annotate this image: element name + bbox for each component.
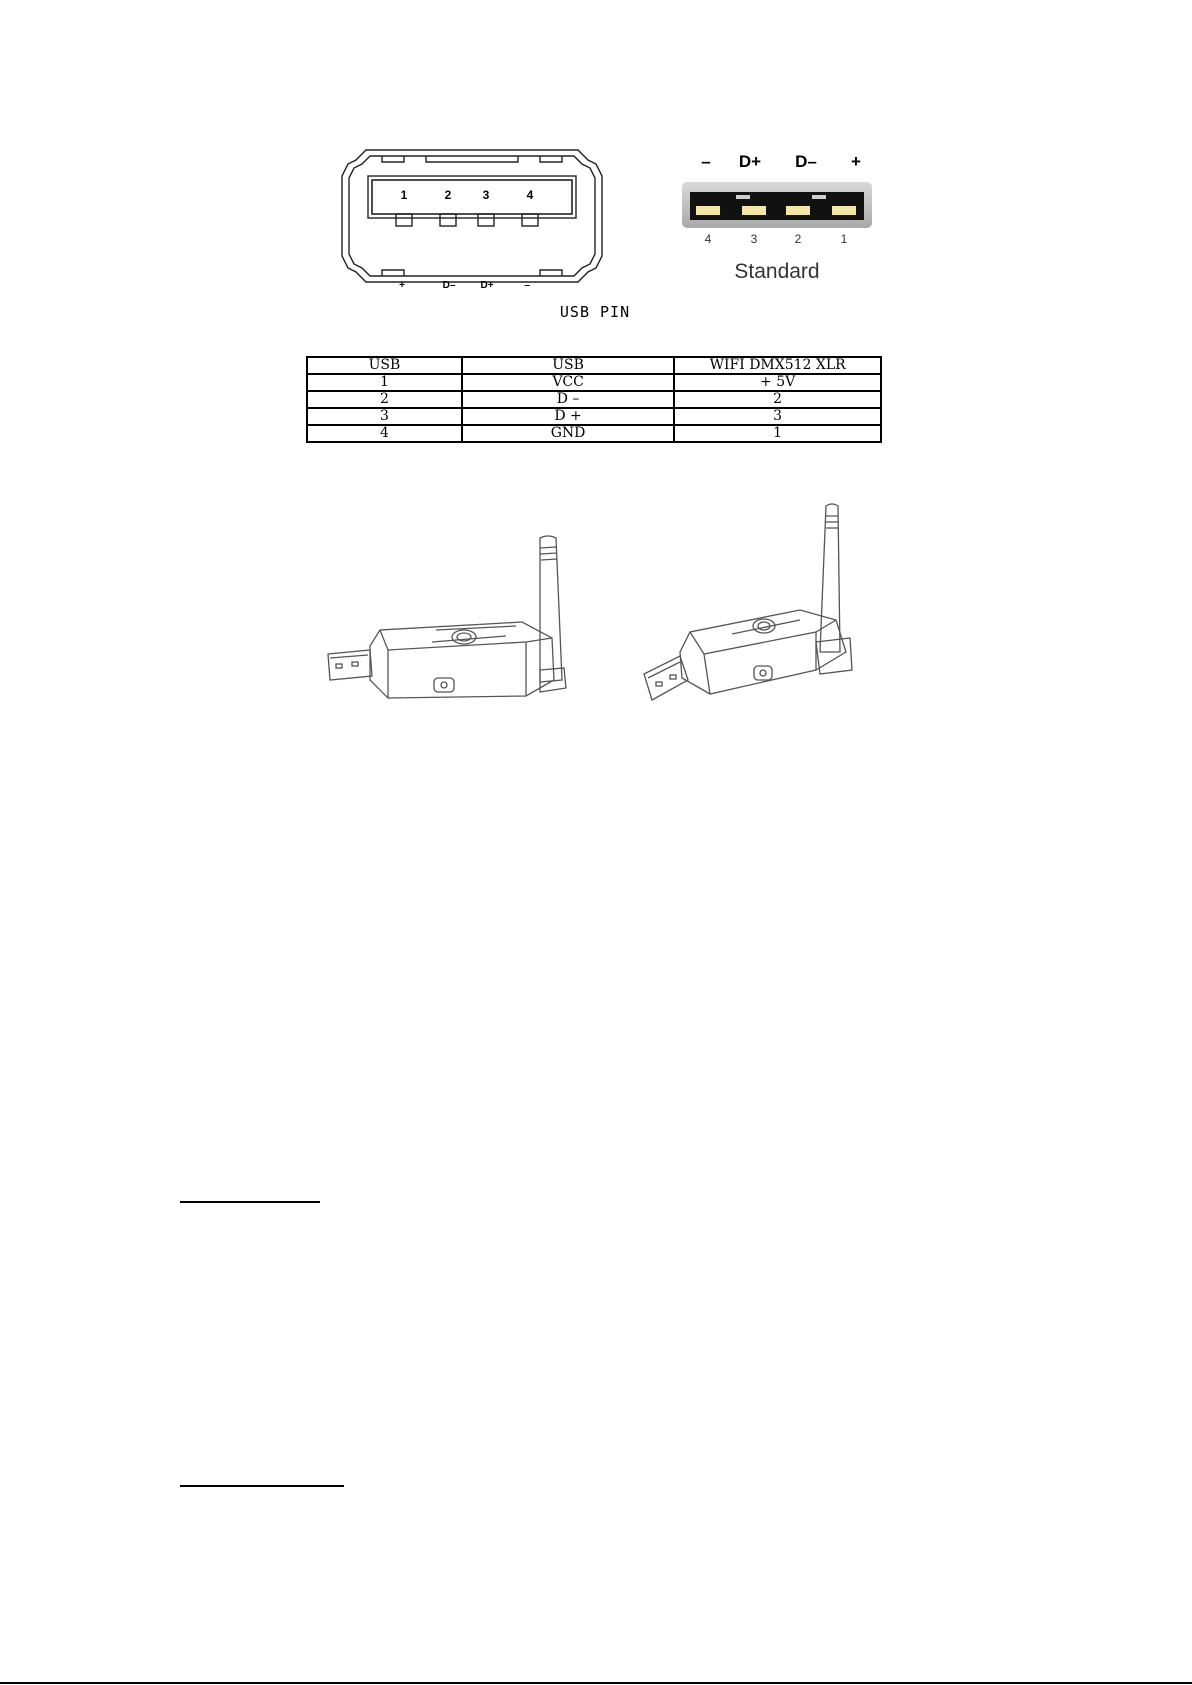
receptacle-signal-d-plus: D+ bbox=[480, 280, 494, 291]
usb-receptacle-diagram bbox=[336, 146, 608, 300]
table-cell: 1 bbox=[307, 374, 462, 391]
receptacle-signal-minus: – bbox=[524, 280, 530, 291]
table-cell: + 5V bbox=[674, 374, 881, 391]
plug-pin-number-4: 4 bbox=[704, 232, 712, 246]
table-cell: VCC bbox=[462, 374, 674, 391]
plug-pin-number-2: 2 bbox=[794, 232, 802, 246]
table-row bbox=[307, 391, 881, 408]
section-heading-underline bbox=[180, 1485, 344, 1487]
receptacle-pin-number-3: 3 bbox=[482, 188, 490, 202]
pin-mapping-table bbox=[306, 356, 882, 443]
plug-signal-plus: + bbox=[851, 152, 861, 171]
usb-plug-face-icon bbox=[682, 182, 904, 232]
usb-dongle-icon bbox=[640, 502, 900, 720]
table-cell: 2 bbox=[674, 391, 881, 408]
usb-receptacle-outline-icon bbox=[336, 146, 608, 300]
usb-plug-diagram bbox=[682, 152, 904, 292]
diagram-caption: USB PIN bbox=[559, 303, 631, 321]
table-row bbox=[307, 425, 881, 442]
table-row bbox=[307, 408, 881, 425]
table-cell: 1 bbox=[674, 425, 881, 442]
table-cell: 2 bbox=[307, 391, 462, 408]
receptacle-signal-d-minus: D– bbox=[442, 280, 456, 291]
receptacle-pin-number-1: 1 bbox=[400, 188, 408, 202]
table-cell: 4 bbox=[307, 425, 462, 442]
plug-signal-minus: – bbox=[701, 152, 711, 171]
table-header-cell: USB bbox=[462, 357, 674, 374]
plug-signal-d-plus: D+ bbox=[738, 152, 762, 171]
table-cell: GND bbox=[462, 425, 674, 442]
table-header-cell: WIFI DMX512 XLR bbox=[674, 357, 881, 374]
receptacle-signal-plus: + bbox=[399, 280, 405, 291]
receptacle-pin-number-4: 4 bbox=[526, 188, 534, 202]
table-header-cell: USB bbox=[307, 357, 462, 374]
plug-signal-d-minus: D– bbox=[795, 152, 817, 171]
receptacle-pin-number-2: 2 bbox=[444, 188, 452, 202]
usb-dongle-icon bbox=[326, 530, 588, 718]
table-header-row bbox=[307, 357, 881, 374]
table-row bbox=[307, 374, 881, 391]
plug-caption: Standard bbox=[734, 260, 820, 283]
plug-pin-number-3: 3 bbox=[750, 232, 758, 246]
table-cell: D – bbox=[462, 391, 674, 408]
page-footer-rule bbox=[0, 1682, 1192, 1684]
section-heading-underline bbox=[180, 1201, 320, 1203]
table-cell: 3 bbox=[307, 408, 462, 425]
dongle-side-view-illustration bbox=[326, 530, 588, 718]
table-cell: 3 bbox=[674, 408, 881, 425]
plug-pin-number-1: 1 bbox=[840, 232, 848, 246]
dongle-angled-view-illustration bbox=[640, 502, 900, 720]
table-cell: D + bbox=[462, 408, 674, 425]
